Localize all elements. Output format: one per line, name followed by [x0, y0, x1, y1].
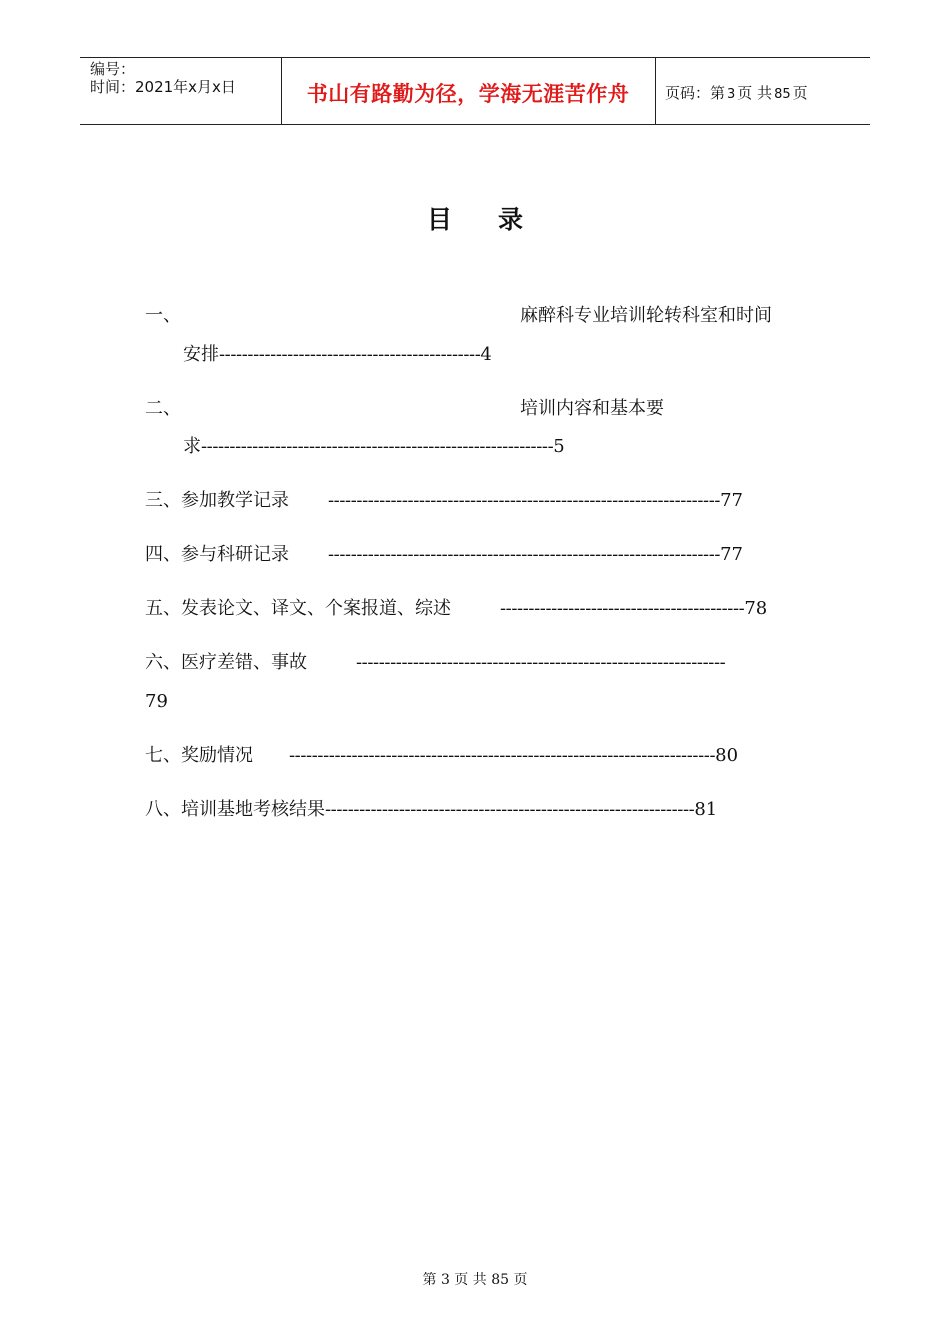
toc-item-7-entry: [289, 745, 738, 767]
toc-item-5-leader: -------------------------------------------: [500, 598, 745, 619]
toc-item-5-title: 五、发表论文、译文、个案报道、综述: [145, 598, 451, 619]
toc-item-1-cont-text: 安排: [183, 344, 219, 365]
toc-item-8-page: 81: [694, 799, 718, 820]
header-bottom-rule: [80, 124, 870, 125]
toc-item-1-continuation: [183, 344, 492, 366]
page-total: 85: [774, 87, 791, 102]
toc-item-8-leader: -----------------------------------------------------------------: [325, 799, 695, 820]
toc-item-2-title: 培训内容和基本要: [520, 398, 664, 419]
toc-item-4-page: 77: [720, 544, 743, 565]
toc-item-8-title: 八、培训基地考核结果: [145, 799, 325, 820]
document-number-label: 编号：: [90, 60, 136, 78]
toc-item-3-page: 77: [720, 490, 743, 511]
title-char-1: 目: [426, 205, 452, 234]
page-suffix: 页: [792, 84, 808, 102]
toc-item-7-title: 七、奖励情况: [145, 745, 253, 766]
page-title: [0, 200, 950, 236]
toc-item-2-number: 二、: [145, 398, 181, 419]
toc-item-6-leader: [356, 652, 725, 674]
document-date: 时间：2021年x月x日: [90, 78, 236, 96]
toc-item-3-leader: ---------------------------------------------------------------------: [328, 490, 721, 511]
toc-item-8-entry: [145, 799, 717, 821]
toc-item-6-leader-dashes: -----------------------------------------------------------------: [356, 652, 726, 673]
header-page-info: [665, 82, 808, 103]
page-current: 3: [727, 87, 736, 102]
toc-item-7-page: 80: [715, 745, 739, 766]
page-footer: 第 3 页 共 85 页: [422, 1272, 528, 1288]
toc-item-2-leader: --------------------------------------------------------------: [201, 436, 554, 457]
toc-item-1-title: 麻醉科专业培训轮转科室和时间: [520, 305, 772, 326]
header-top-rule: [80, 57, 870, 58]
toc-item-4-entry: [328, 544, 743, 566]
toc-item-6-title: 六、医疗差错、事故: [145, 652, 307, 673]
toc-item-2-cont-text: 求: [183, 436, 201, 457]
toc-item-1-page: 4: [480, 344, 492, 365]
toc-item-1-number: 一、: [145, 305, 181, 326]
header-meta: [90, 60, 236, 96]
toc-item-3-entry: [328, 490, 743, 512]
toc-item-2-page: 5: [553, 436, 565, 457]
toc-item-5-entry: [500, 598, 767, 620]
page-mid: 页 共: [737, 84, 773, 102]
title-char-2: 录: [498, 205, 524, 234]
toc-item-1-leader: ----------------------------------------------: [219, 344, 481, 365]
header-divider-right: [655, 57, 656, 124]
header-motto: 书山有路勤为径，学海无涯苦作舟: [306, 82, 630, 106]
toc-item-4-leader: ---------------------------------------------------------------------: [328, 544, 721, 565]
toc-item-4-title: 四、参与科研记录: [145, 544, 289, 565]
page-prefix: 页码：第: [665, 84, 726, 102]
toc-item-2-continuation: [183, 436, 565, 458]
toc-item-5-page: 78: [744, 598, 768, 619]
toc-item-6-page: 79: [145, 691, 168, 712]
toc-item-7-leader: ---------------------------------------------------------------------------: [289, 745, 716, 766]
toc-item-3-title: 三、参加教学记录: [145, 490, 289, 511]
